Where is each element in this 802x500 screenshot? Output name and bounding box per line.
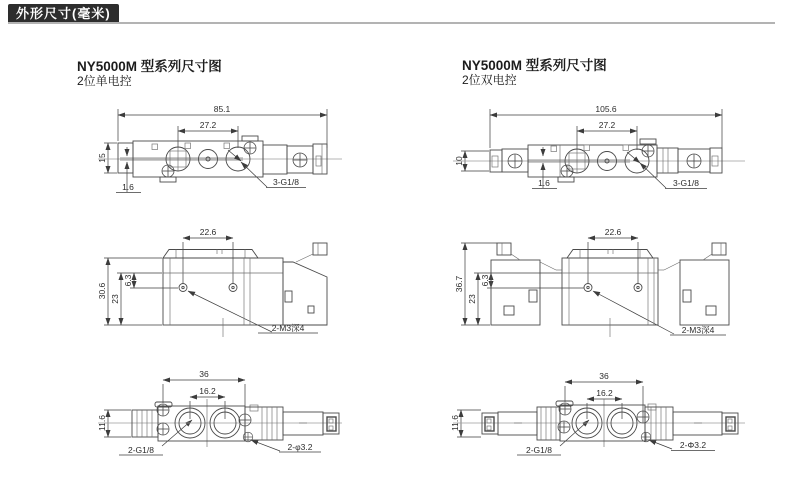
dim-hole-offset: 6.3 (480, 274, 490, 287)
pilot-hole-label: 2-Φ3.2 (679, 440, 707, 450)
screw-icon (239, 414, 251, 426)
screw-icon (162, 165, 174, 177)
right-column-title: NY5000M 型系列尺寸图 (462, 58, 607, 73)
dim-port-spacing: 16.2 (596, 388, 613, 398)
dimensions (454, 228, 726, 335)
valve-body (98, 136, 342, 182)
screw-icon (561, 165, 573, 177)
valve-body (491, 243, 729, 337)
valve-body (98, 399, 342, 447)
dim-port-spacing: 27.2 (598, 120, 616, 130)
dimensions (97, 228, 318, 333)
dim-centerline-offset: 1.6 (122, 182, 134, 192)
screw-icon (157, 423, 169, 435)
left-column-title: NY5000M 型系列尺寸图 (77, 59, 222, 74)
dim-overall-width: 85.1 (213, 104, 231, 114)
port-thread-label: 2-G1/8 (526, 445, 552, 455)
pilot-hole-label: 2-φ3.2 (287, 442, 313, 452)
dim-port-spacing: 27.2 (199, 120, 217, 130)
right-column-subtitle: 2位双电控 (462, 73, 517, 87)
single-solenoid-side-view (95, 228, 345, 340)
dim-height: 11.6 (97, 415, 107, 431)
dim-hole-spacing: 22.6 (199, 228, 217, 237)
screw-icon (244, 142, 256, 154)
dim-height: 11.6 (450, 415, 460, 431)
valve-body (453, 139, 745, 182)
mount-hole-label: 2-M3深4 (271, 323, 305, 333)
dim-height: 15 (97, 153, 107, 163)
dim-hole-spacing: 22.6 (604, 228, 622, 237)
screw-icon (558, 421, 570, 433)
pilot-hole-icon (243, 432, 253, 442)
pilot-hole-icon (641, 432, 651, 442)
dim-mount-spacing: 36 (599, 371, 609, 381)
dim-overall-width: 105.6 (595, 104, 617, 114)
section-header: 外形尺寸(毫米) (8, 4, 119, 24)
left-column-subtitle: 2位单电控 (77, 74, 132, 88)
dim-body-height: 23 (467, 294, 477, 304)
header-rule (8, 22, 775, 24)
dim-total-height: 36.7 (454, 275, 464, 293)
single-solenoid-top-view (95, 103, 345, 200)
dim-port-spacing: 16.2 (199, 386, 216, 396)
dimensions (97, 104, 327, 193)
port-thread-label: 3-G1/8 (273, 177, 299, 187)
screw-icon (687, 154, 701, 168)
screw-icon (508, 154, 522, 168)
screw-icon (293, 153, 307, 167)
port-thread-label: 3-G1/8 (673, 178, 699, 188)
mount-hole-label: 2-M3深4 (681, 325, 715, 335)
dim-height: 10 (454, 156, 464, 166)
screw-icon (637, 411, 649, 423)
dim-body-height: 23 (110, 294, 120, 304)
dim-centerline-offset: 1.6 (538, 178, 550, 188)
single-solenoid-bottom-view (95, 368, 345, 460)
screw-icon (559, 403, 571, 415)
dim-total-height: 30.6 (97, 282, 107, 300)
port-thread-label: 2-G1/8 (128, 445, 154, 455)
dim-hole-offset: 6.3 (123, 274, 133, 287)
screw-icon (642, 145, 654, 157)
double-solenoid-bottom-view (450, 368, 745, 460)
double-solenoid-top-view (450, 103, 745, 200)
dim-mount-spacing: 36 (199, 369, 209, 379)
screw-icon (157, 404, 169, 416)
double-solenoid-side-view (450, 228, 745, 343)
